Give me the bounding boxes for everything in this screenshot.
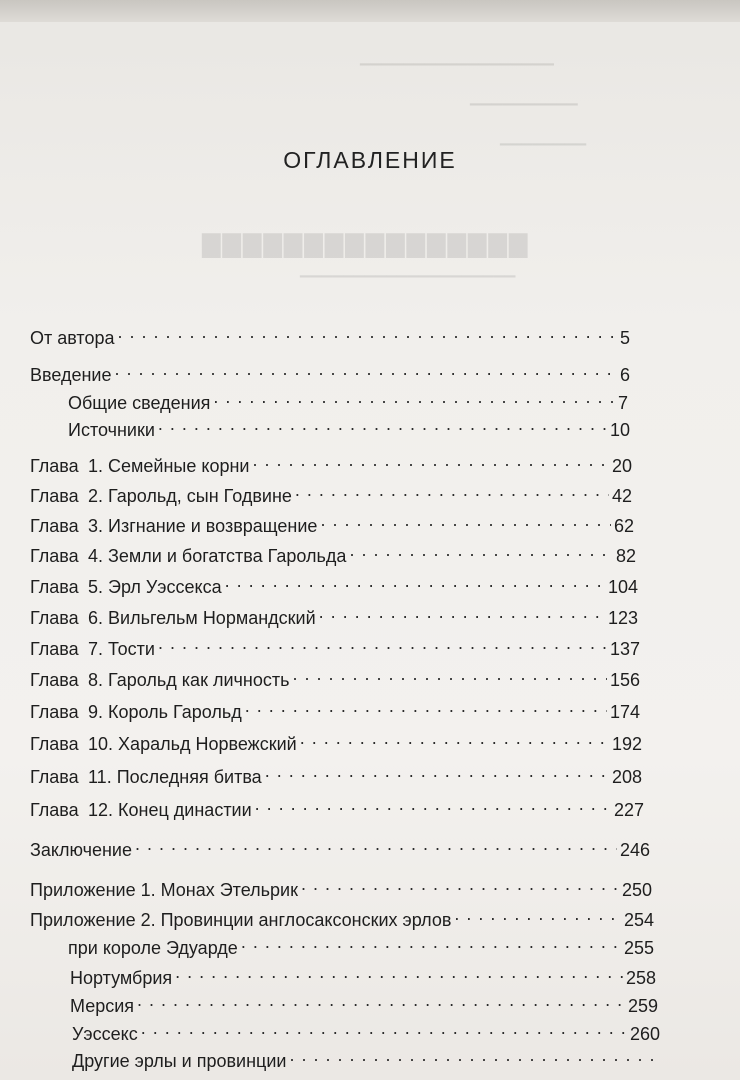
toc-entry-label: Земли и богатства Гарольда — [108, 546, 347, 566]
chapter-number: 1 — [88, 456, 99, 476]
toc-page-number: 42 — [611, 486, 632, 506]
toc-entry-chapter-1[interactable]: Глава 1. Семейные корни . . . 20 — [30, 448, 632, 472]
chapter-word: Глава — [30, 639, 79, 659]
chapter-word: Глава — [30, 767, 79, 787]
chapter-number: 2 — [88, 486, 99, 506]
toc-page-number: 258 — [625, 968, 656, 988]
chapter-word: Глава — [30, 456, 79, 476]
toc-entry-label: Изгнание и возвращение — [108, 516, 318, 536]
toc-page-number: 7 — [617, 393, 628, 413]
toc-entry-chapter-3[interactable]: Глава 3. Изгнание и возвращение . . . 62 — [30, 508, 634, 532]
toc-page-number: 250 — [621, 880, 652, 900]
toc-entry-mercia[interactable] — [70, 988, 658, 1016]
toc-entry-label: Эрл Уэссекса — [108, 577, 222, 597]
toc-entry-chapter-7[interactable]: Глава 7. Тости . . . 137 — [30, 631, 640, 655]
toc-entry-chapter-4[interactable]: Глава 4. Земли и богатства Гарольда . . . 82 — [30, 538, 636, 562]
chapter-word: Глава — [30, 486, 79, 506]
toc-entry-label: Источники — [68, 420, 155, 440]
dot-leader — [158, 412, 607, 436]
toc-entry-label: Семейные корни — [108, 456, 250, 476]
toc-page-number: 10 — [609, 420, 630, 440]
dot-leader — [454, 902, 621, 926]
dot-leader — [225, 569, 605, 593]
chapter-number: 12 — [88, 800, 109, 820]
dot-leader — [255, 792, 611, 816]
toc-entry-label: От автора — [30, 328, 115, 348]
chapter-number: 4 — [88, 546, 99, 566]
toc-entry-chapter-11[interactable]: Глава 11. Последняя битва . . . 208 — [30, 759, 642, 783]
chapter-number: 3 — [88, 516, 99, 536]
dot-leader — [319, 600, 605, 624]
toc-entry-label: Нортумбрия — [70, 968, 173, 988]
chapter-number: 5 — [88, 577, 99, 597]
dot-leader — [295, 478, 609, 502]
dot-leader — [320, 508, 611, 532]
toc-entry-label: Вильгельм Нормандский — [108, 608, 316, 628]
toc-entry-general-info[interactable] — [68, 385, 628, 413]
toc-entry-label: Гарольд как личность — [108, 670, 290, 690]
toc-entry-label: Другие эрлы и провинции — [72, 1051, 287, 1071]
chapter-number: 8 — [88, 670, 99, 690]
toc-entry-label: при короле Эдуарде — [68, 938, 238, 958]
toc-page-number: 254 — [623, 910, 654, 930]
toc-entry-conclusion[interactable] — [30, 832, 650, 860]
dot-leader — [241, 930, 621, 954]
chapter-number: 6 — [88, 608, 99, 628]
chapter-word: Глава — [30, 546, 79, 566]
toc-entry-label: Введение — [30, 365, 112, 385]
toc-entry-chapter-9[interactable]: Глава 9. Король Гарольд . . . 174 — [30, 694, 640, 718]
chapter-word: Глава — [30, 608, 79, 628]
toc-entry-chapter-10[interactable]: Глава 10. Харальд Норвежский . . . 192 — [30, 726, 642, 750]
toc-page-number: 259 — [627, 996, 658, 1016]
chapter-word: Глава — [30, 702, 79, 722]
chapter-word: Глава — [30, 577, 79, 597]
toc-page-number: 5 — [619, 328, 630, 348]
dot-leader — [141, 1016, 627, 1040]
toc-page-number: 6 — [619, 365, 630, 385]
toc-entry-label: Харальд Норвежский — [118, 734, 297, 754]
toc-page-number: 246 — [619, 840, 650, 860]
dot-leader — [115, 357, 617, 381]
dot-leader — [118, 320, 617, 344]
toc-entry-chapter-6[interactable]: Глава 6. Вильгельм Нормандский . . . 123 — [30, 600, 638, 624]
toc-entry-label: Уэссекс — [72, 1024, 138, 1044]
chapter-word: Глава — [30, 670, 79, 690]
dot-leader — [245, 694, 607, 718]
toc-page-number: 123 — [607, 608, 638, 628]
toc-entry-appendix-1[interactable] — [30, 872, 652, 900]
toc-page-number: 62 — [613, 516, 634, 536]
chapter-number: 7 — [88, 639, 99, 659]
toc-page-number: 82 — [615, 546, 636, 566]
toc-entry-wessex[interactable] — [72, 1016, 660, 1044]
toc-page-number: 174 — [609, 702, 640, 722]
toc-entry-label: Приложение 2. Провинции англосаксонских эрлов — [30, 910, 452, 930]
toc-entry-foreword[interactable] — [30, 320, 630, 348]
chapter-word: Глава — [30, 734, 79, 754]
dot-leader — [175, 960, 623, 984]
toc-entry-label: Тости — [108, 639, 155, 659]
toc-entry-introduction[interactable] — [30, 357, 630, 385]
toc-entry-northumbria[interactable] — [70, 960, 656, 988]
toc-title: ОГЛАВЛЕНИЕ — [283, 147, 457, 173]
toc-entry-label: Последняя битва — [116, 767, 262, 787]
chapter-number: 11 — [88, 767, 107, 787]
toc-page-number: 192 — [611, 734, 642, 754]
toc-entry-label: Король Гарольд — [108, 702, 242, 722]
dot-leader — [213, 385, 615, 409]
toc-page-number: 208 — [611, 767, 642, 787]
dot-leader — [135, 832, 617, 856]
toc-entry-chapter-5[interactable]: Глава 5. Эрл Уэссекса . . . 104 — [30, 569, 638, 593]
toc-page-number: 104 — [607, 577, 638, 597]
toc-entry-label: Конец династии — [118, 800, 252, 820]
dot-leader — [301, 872, 619, 896]
toc-entry-sources[interactable] — [68, 412, 630, 440]
dot-leader — [300, 726, 609, 750]
dot-leader — [265, 759, 609, 783]
toc-entry-chapter-8[interactable]: Глава 8. Гарольд как личность . . . 156 — [30, 662, 640, 686]
toc-entry-other-earls[interactable] — [72, 1043, 662, 1071]
toc-page-number: 20 — [611, 456, 632, 476]
dot-leader — [349, 538, 613, 562]
toc-entry-chapter-12[interactable]: Глава 12. Конец династии . . . 227 — [30, 792, 644, 816]
toc-entry-chapter-2[interactable]: Глава 2. Гарольд, сын Годвине . . . 42 — [30, 478, 632, 502]
chapter-word: Глава — [30, 516, 79, 536]
toc-entry-king-edward[interactable] — [68, 930, 654, 958]
toc-entry-appendix-2[interactable] — [30, 902, 654, 930]
dot-leader — [292, 662, 606, 686]
toc-entry-label: Приложение 1. Монах Этельрик — [30, 880, 298, 900]
dot-leader — [158, 631, 607, 655]
chapter-number: 9 — [88, 702, 99, 722]
toc-entry-label: Общие сведения — [68, 393, 211, 413]
dot-leader — [289, 1043, 659, 1067]
dot-leader — [137, 988, 625, 1012]
toc-page-number: 156 — [609, 670, 640, 690]
dot-leader — [252, 448, 609, 472]
chapter-number: 10 — [88, 734, 109, 754]
toc-entry-label: Заключение — [30, 840, 132, 860]
toc-entry-label: Мерсия — [70, 996, 135, 1016]
toc-page-number: 227 — [613, 800, 644, 820]
toc-entry-label: Гарольд, сын Годвине — [108, 486, 292, 506]
chapter-word: Глава — [30, 800, 79, 820]
toc-page-number: 137 — [609, 639, 640, 659]
show-through-text: ▁▁▁▁▁▁▁▁▁▁▁▁▁▁▁▁▁▁ ▁▁▁▁▁▁▁▁▁▁ ▁▁▁▁▁▁▁▁ ▇▇▇▇▇▇▇▇▇▇▇▇▇▇▇▇ ▁▁▁▁▁▁▁▁▁▁▁▁▁▁▁▁▁▁▁▁ — [200, 51, 587, 278]
toc-page-number: 255 — [623, 938, 654, 958]
toc-page-number: 260 — [629, 1024, 660, 1044]
